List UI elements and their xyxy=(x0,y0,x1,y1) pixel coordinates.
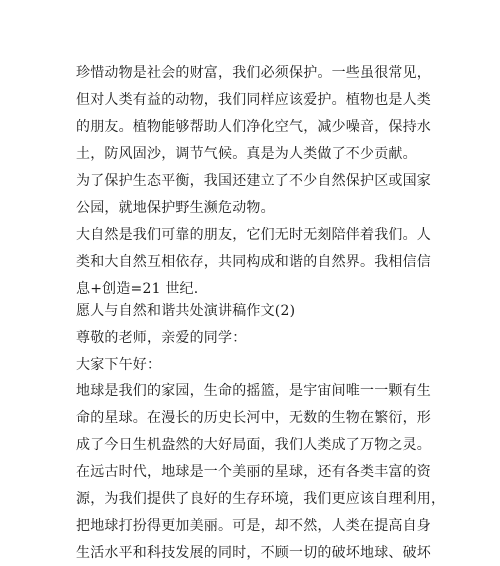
salutation: 尊敬的老师，亲爱的同学： xyxy=(76,330,247,346)
text-line-13: 地球是我们的家园，生命的摇篮，是宇宙间唯一一颗有生 xyxy=(76,383,431,399)
section-heading: 愿人与自然和谐共处演讲稿作文(2) xyxy=(76,303,296,319)
text-line-18: 把地球打扮得更加美丽。可是，却不然，人类在提高自身 xyxy=(76,518,431,534)
text-line-17: 源，为我们提供了良好的生存环境，我们更应该自理利用， xyxy=(76,491,446,507)
text-line-19: 生活水平和科技发展的同时，不顾一切的破坏地球、破坏 xyxy=(76,545,431,561)
text-line-7: 大自然是我们可靠的朋友，它们无时无刻陪伴着我们。人 xyxy=(76,227,431,243)
text-line-6: 公园，就地保护野生濒危动物。 xyxy=(76,200,275,216)
text-line-8: 类和大自然互相依存，共同构成和谐的自然界。我相信信 xyxy=(76,254,431,270)
text-line-5: 为了保护生态平衡，我国还建立了不少自然保护区或国家 xyxy=(76,173,431,189)
text-line-15: 成了今日生机盎然的大好局面，我们人类成了万物之灵。 xyxy=(76,437,431,453)
text-line-1: 珍惜动物是社会的财富，我们必须保护。一些虽很常见， xyxy=(76,65,431,81)
text-line-16: 在远古时代，地球是一个美丽的星球，还有各类丰富的资 xyxy=(76,464,431,480)
text-line-3: 的朋友。植物能够帮助人们净化空气，减少噪音，保持水 xyxy=(76,119,431,135)
text-line-4: 土，防风固沙，调节气候。真是为人类做了不少贡献。 xyxy=(76,146,417,162)
text-line-9: 息+创造=21 世纪. xyxy=(76,281,199,297)
greeting: 大家下午好： xyxy=(76,357,162,373)
text-line-14: 命的星球。在漫长的历史长河中，无数的生物在繁衍，形 xyxy=(76,410,431,426)
text-line-2: 但对人类有益的动物，我们同样应该爱护。植物也是人类 xyxy=(76,92,431,108)
